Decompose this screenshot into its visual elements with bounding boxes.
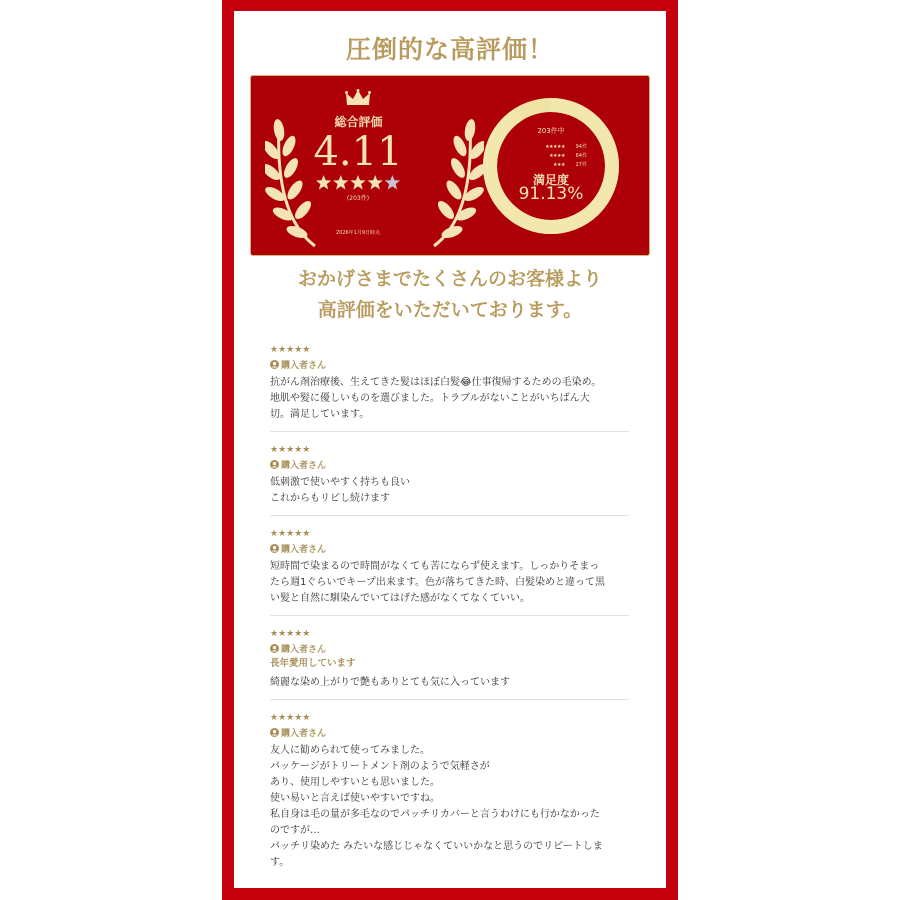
review-user [270, 725, 629, 739]
review-stars: ★★★★★ [270, 529, 311, 539]
as-of-date: 2026年1月9日時点 [335, 230, 381, 236]
rating-star-2 [333, 175, 348, 189]
breakdown-stars: ★★★★★ [545, 143, 565, 150]
review-user-name: 購入者さん [281, 460, 327, 471]
review-user [270, 457, 629, 471]
review-headline: 長年愛用しています [270, 658, 356, 669]
review-stars: ★★★★★ [270, 629, 311, 639]
breakdown-count: 64件 [575, 153, 587, 159]
review-stars: ★★★★★ [270, 445, 311, 455]
review-item [270, 711, 629, 879]
user-icon [270, 644, 279, 653]
breakdown-row-3 [527, 160, 587, 169]
review-count: (203件) [346, 195, 370, 202]
overall-rating-value: 4.11 [313, 129, 403, 175]
thanks-line-2: 高評価をいただいております。 [317, 299, 583, 321]
page-title: 圧倒的な高評価！ [345, 35, 554, 64]
review-item [270, 343, 629, 432]
rating-star-1 [316, 175, 331, 189]
breakdown-stars: ★★★★ [549, 152, 565, 159]
crown-icon [345, 89, 371, 107]
rating-summary-panel [250, 75, 650, 256]
review-list [270, 343, 629, 890]
user-icon [270, 544, 279, 553]
breakdown-stars: ★★★ [553, 161, 565, 168]
laurel-right-icon [424, 106, 484, 256]
review-user-name: 購入者さん [281, 644, 327, 655]
review-user [270, 641, 629, 655]
review-item [270, 627, 629, 700]
review-item [270, 443, 629, 516]
review-body: 短時間で染まるので時間がなくても苦にならず使えます。しっかりそまっ たら週1ぐらいでキープ出来ます。色が落ちてきた時、白髪染めと違って黒 い髪と自然に馴染んでいてはげた感がなくてなくていい。 [270, 561, 605, 604]
review-body: 抗がん剤治療後、生えてきた髪はほぼ白髪😂仕事復帰するための毛染め。 地肌や髪に優しいものを選びました。トラブルがないことがいちばん大 切。満足しています。 [270, 377, 602, 420]
breakdown-count: 94件 [575, 144, 587, 150]
review-stars: ★★★★★ [270, 713, 311, 723]
review-user-name: 購入者さん [281, 360, 327, 371]
satisfaction-total: 203件中 [537, 127, 565, 135]
user-icon [270, 460, 279, 469]
overall-rating-stars [315, 175, 401, 191]
review-stars: ★★★★★ [270, 345, 311, 355]
overall-rating-label: 総合評価 [334, 115, 383, 129]
review-body: 低刺激で使いやすく持ちも良い これからもリピし続けます [270, 477, 410, 504]
breakdown-row-4 [527, 151, 587, 160]
user-icon [270, 728, 279, 737]
satisfaction-label: 満足度 [532, 173, 569, 187]
review-body: 友人に勧められて使ってみました。 パッケージがトリートメント剤のようで気軽さが あり、使用しやすいとも思いました。 使い易いと言えば使いやすいですね。 私自身は毛の量が多毛なのでパッチリカバーと言うわけにも行かなかった のですが… パッチリ染めた みたいな感じじゃなくていいかなと思うのでリピートしま す。 [270, 745, 603, 868]
rating-star-3 [350, 175, 365, 189]
breakdown-row-5 [527, 142, 587, 151]
rating-star-5 [385, 175, 400, 189]
thanks-line-1: おかげさまでたくさんのお客様より [297, 268, 602, 290]
rating-star-4 [368, 175, 383, 189]
user-icon [270, 360, 279, 369]
review-user [270, 541, 629, 555]
review-item [270, 527, 629, 616]
review-user-name: 購入者さん [281, 544, 327, 555]
review-user-name: 購入者さん [281, 728, 327, 739]
satisfaction-value: 91.13% [518, 184, 584, 204]
thanks-message [234, 264, 666, 326]
star-breakdown [527, 142, 587, 169]
review-body: 綺麗な染め上がりで艶もありとても気に入っています [270, 677, 510, 688]
breakdown-count: 27件 [575, 162, 587, 168]
review-user [270, 357, 629, 371]
